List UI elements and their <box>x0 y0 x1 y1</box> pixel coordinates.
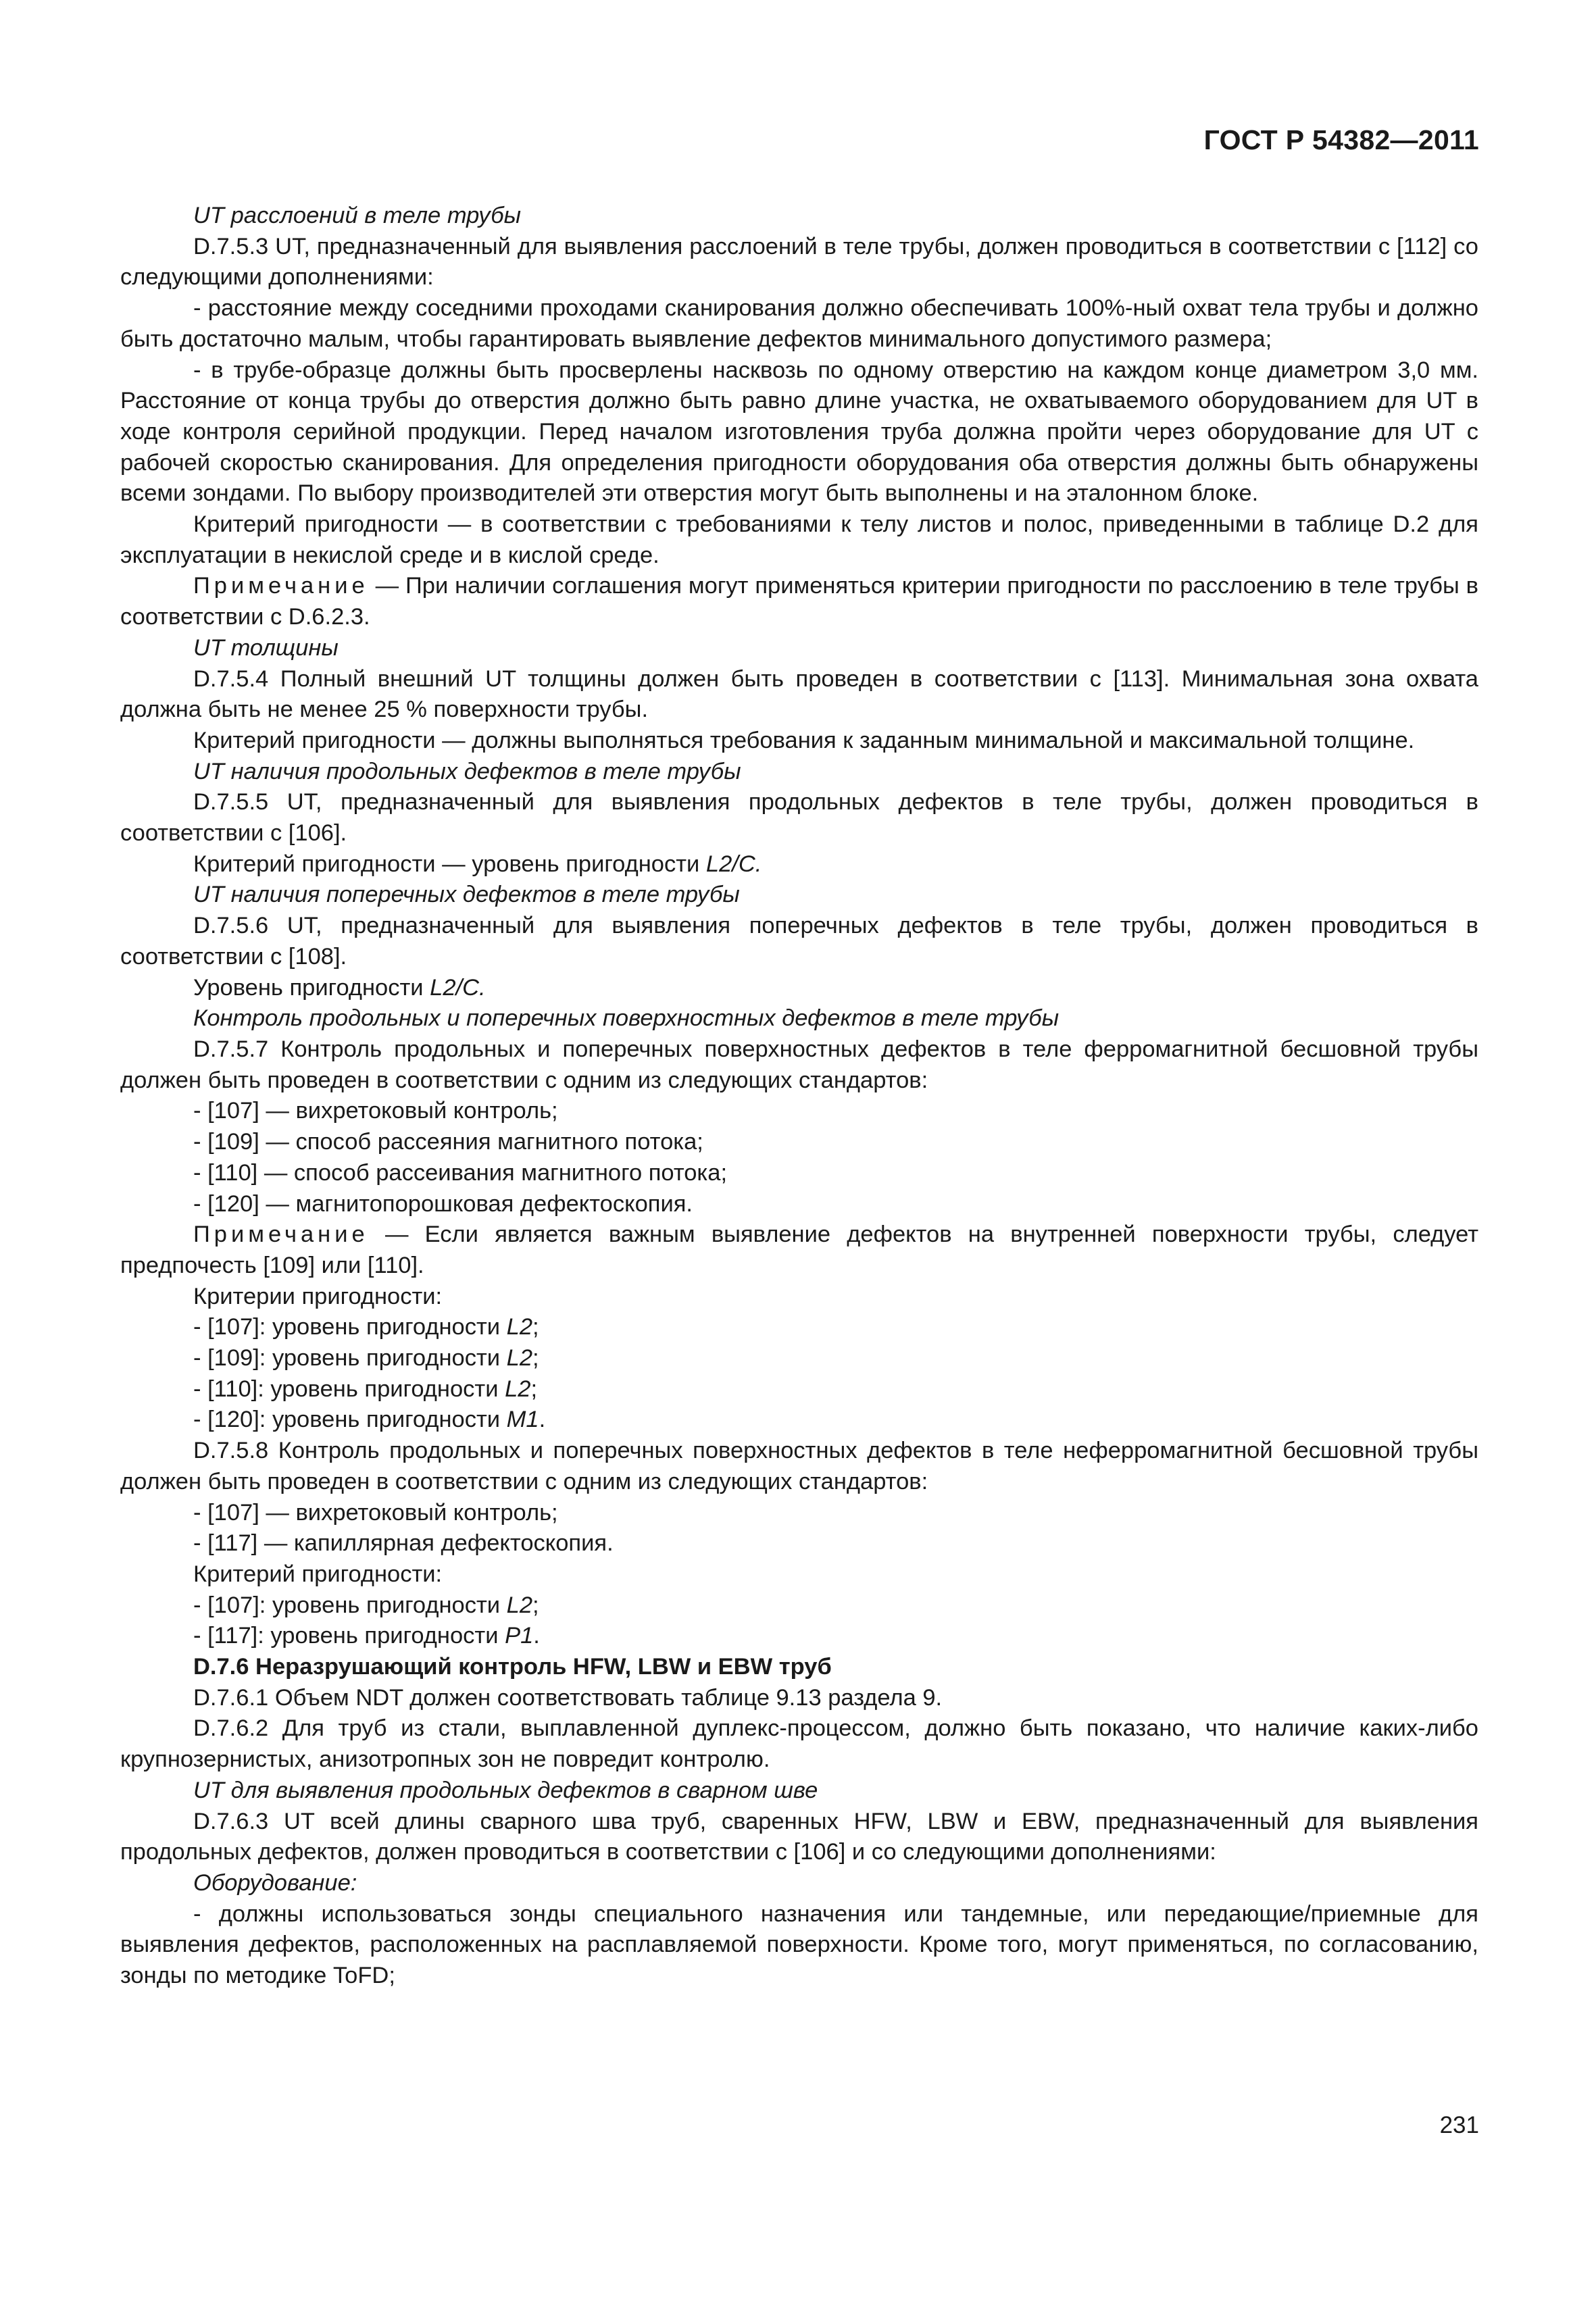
list-item: - [110] — способ рассеивания магнитного потока; <box>193 1159 728 1186</box>
punct: ; <box>532 1592 539 1618</box>
paragraph: Критерий пригодности: <box>193 1561 443 1587</box>
subheading: UT для выявления продольных дефектов в сварном шве <box>193 1777 818 1803</box>
criterion-level: L2 <box>506 1314 533 1340</box>
criterion-text: - [107]: уровень пригодности <box>193 1592 507 1618</box>
list-item <box>120 1621 1478 1652</box>
subheading: UT наличия поперечных дефектов в теле трубы <box>193 882 740 908</box>
subheading: Контроль продольных и поперечных поверхностных дефектов в теле трубы <box>193 1005 1059 1032</box>
document-header: ГОСТ Р 54382—2011 <box>1203 124 1479 155</box>
list-item: - [109] — способ рассеяния магнитного потока; <box>193 1129 703 1155</box>
page-number: 231 <box>1439 2112 1479 2138</box>
paragraph: D.7.5.8 Контроль продольных и поперечных поверхностных дефектов в теле неферромагнитной бесшовной трубы должен быть проведен в соответствии с одним из следующих стандартов: <box>120 1438 1478 1494</box>
criterion-text: - [117]: уровень пригодности <box>193 1623 505 1649</box>
paragraph: Критерий пригодности — должны выполняться требования к заданным минимальной и максимальной толщине. <box>193 727 1415 753</box>
list-item <box>120 1374 1478 1405</box>
note <box>120 571 1478 632</box>
criterion-level: L2/C. <box>430 974 486 1001</box>
paragraph: D.7.5.6 UT, предназначенный для выявления поперечных дефектов в теле трубы, должен проводиться в соответствии с [108]. <box>120 913 1478 970</box>
paragraph: D.7.5.7 Контроль продольных и поперечных поверхностных дефектов в теле ферромагнитной бесшовной трубы должен быть проведен в соответствии с одним из следующих стандартов: <box>120 1036 1478 1093</box>
list-item: - [107] — вихретоковый контроль; <box>193 1098 558 1124</box>
list-item: - [117] — капиллярная дефектоскопия. <box>193 1530 614 1557</box>
paragraph <box>120 973 1478 1004</box>
note <box>120 1219 1478 1281</box>
list-item <box>120 1405 1478 1436</box>
paragraph: D.7.5.4 Полный внешний UT толщины должен быть проведен в соответствии с [113]. Минимальная зона охвата должна быть не менее 25 % поверхности трубы. <box>120 665 1478 723</box>
criterion-text: - [107]: уровень пригодности <box>193 1314 507 1340</box>
punct: ; <box>532 1345 539 1372</box>
criterion-text: Уровень пригодности <box>193 974 430 1001</box>
list-item: - расстояние между соседними проходами сканирования должно обеспечивать 100%-ный охват тела трубы и должно быть достаточно малым, чтобы гарантировать выявление дефектов минимального допустимого размера; <box>120 295 1478 352</box>
paragraph: Критерий пригодности — в соответствии с требованиями к телу листов и полос, приведенными в таблице D.2 для эксплуатации в некислой среде и в кислой среде. <box>120 511 1478 568</box>
criterion-text: - [120]: уровень пригодности <box>193 1407 507 1433</box>
list-item <box>120 1343 1478 1374</box>
subheading: UT толщины <box>193 634 339 661</box>
punct: . <box>533 1623 540 1649</box>
note-label: Примечание <box>193 1222 369 1248</box>
subheading: UT наличия продольных дефектов в теле трубы <box>193 758 741 784</box>
list-item <box>120 1590 1478 1621</box>
paragraph: D.7.6.2 Для труб из стали, выплавленной дуплекс-процессом, должно быть показано, что наличие каких-либо крупнозернистых, анизотропных зон не повредит контролю. <box>120 1715 1478 1773</box>
criterion-text: - [109]: уровень пригодности <box>193 1345 507 1372</box>
criterion-level: L2 <box>505 1376 531 1402</box>
paragraph: D.7.6.1 Объем NDT должен соответствовать таблице 9.13 раздела 9. <box>193 1684 943 1711</box>
list-item: - в трубе-образце должны быть просверлены насквозь по одному отверстию на каждом конце диаметром 3,0 мм. Расстояние от конца трубы до отверстия должно быть равно длине участка, не охватываемого оборудованием для UT в ходе контроля серийной продукции. Перед началом изготовления труба должна пройти через оборудование для UT с рабочей скоростью сканирования. Для определения пригодности оборудования оба отверстия должны быть обнаружены всеми зондами. По выбору производителей эти отверстия могут быть выполнены и на эталонном блоке. <box>120 357 1478 507</box>
paragraph <box>120 849 1478 880</box>
punct: ; <box>530 1376 538 1402</box>
criterion-level: P1 <box>505 1623 534 1649</box>
document-body <box>120 201 1478 1992</box>
note-label: Примечание <box>193 573 369 599</box>
punct: . <box>539 1407 546 1433</box>
list-item: - должны использоваться зонды специального назначения или тандемные, или передающие/приемные для выявления дефектов, расположенных на расплавляемой поверхности. Кроме того, могут применяться, по согласованию, зонды по методике ToFD; <box>120 1901 1478 1989</box>
criterion-level: L2/C. <box>705 851 762 877</box>
criterion-level: L2 <box>506 1345 533 1372</box>
subheading: UT расслоений в теле трубы <box>193 203 522 228</box>
criterion-text: - [110]: уровень пригодности <box>193 1376 505 1402</box>
paragraph: D.7.5.3 UT, предназначенный для выявления расслоений в теле трубы, должен проводиться в соответствии с [112] со следующими дополнениями: <box>120 233 1478 291</box>
section-heading: D.7.6 Неразрушающий контроль HFW, LBW и EBW труб <box>193 1654 832 1680</box>
note-text: — При наличии соглашения могут применяться критерии пригодности по расслоению в теле трубы в соответствии с D.6.2.3. <box>120 573 1478 630</box>
criterion-level: M1 <box>506 1407 539 1433</box>
paragraph: D.7.5.5 UT, предназначенный для выявления продольных дефектов в теле трубы, должен проводиться в соответствии с [106]. <box>120 789 1478 847</box>
list-item: - [107] — вихретоковый контроль; <box>193 1499 558 1526</box>
criterion-level: L2 <box>506 1592 533 1618</box>
list-item <box>120 1312 1478 1343</box>
paragraph: Критерии пригодности: <box>193 1283 443 1309</box>
note-text: — Если является важным выявление дефектов на внутренней поверхности трубы, следует предпочесть [109] или [110]. <box>120 1222 1478 1278</box>
subheading: Оборудование: <box>193 1869 357 1896</box>
criterion-text: Критерий пригодности — уровень пригодности <box>193 851 706 877</box>
paragraph: D.7.6.3 UT всей длины сварного шва труб, сваренных HFW, LBW и EBW, предназначенный для выявления продольных дефектов, должен проводиться в соответствии с [106] и со следующими дополнениями: <box>120 1808 1478 1865</box>
punct: ; <box>532 1314 539 1340</box>
list-item: - [120] — магнитопорошковая дефектоскопия. <box>193 1190 693 1217</box>
